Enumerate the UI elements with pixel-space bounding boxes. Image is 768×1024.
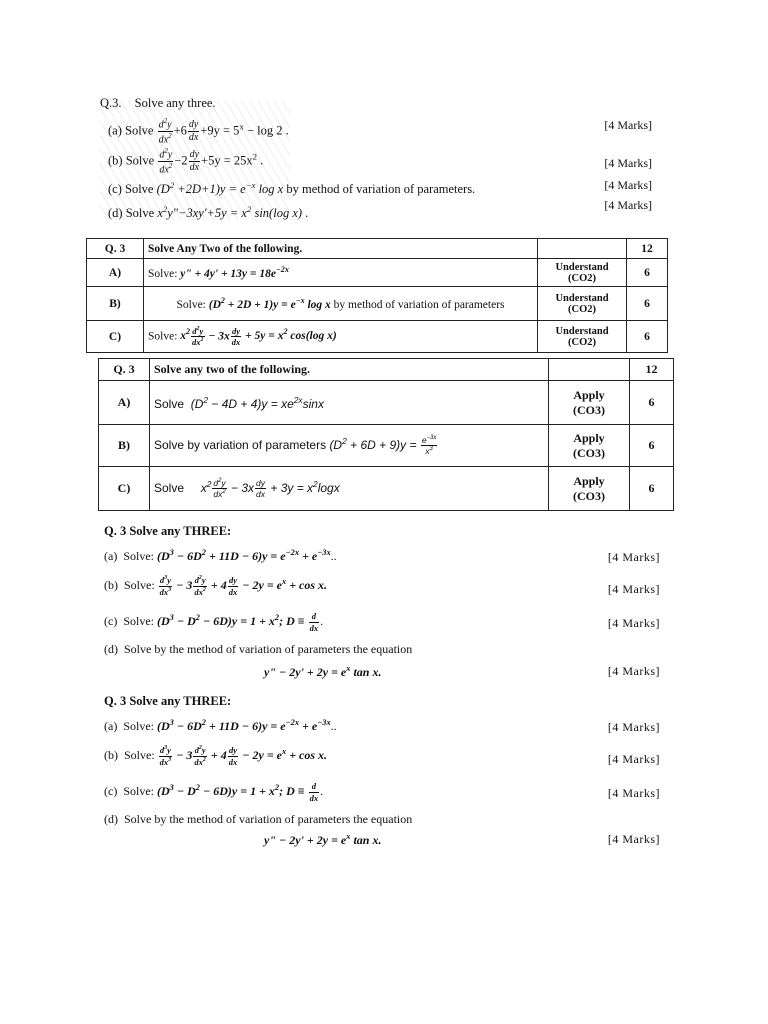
table-row: B) Solve: $(D^2 + 2D + 1)y = e^{-x}$ log x by method of variation of parameters Understand (CO2) 6: [87, 287, 668, 321]
marks-label: [4 Marks]: [604, 118, 652, 132]
question-item-a: (a) Solve: $(D^3 - 6D^2 + 11D - 6)y = e^{-2x} + e^{-3x}$..: [104, 718, 337, 733]
question-item-b: (b) Solve: $\frac{d^3y}{dx^3}$ − 3 $\frac{d^2y}{dx^2}$ + 4 $\frac{dy}{dx}$ − $2y = e^x + \cos x$.: [104, 745, 328, 767]
question-block-1: [100, 90, 660, 230]
table-row: A) Solve $(D^2 - 4D + 4)y = xe^{2x}\sin x$ Apply (CO3) 6: [99, 381, 674, 425]
table-row: B) Solve by variation of parameters $(D^2 + 6D + 9)y$ = $\frac{e^{-3x}}{x^3}$ Apply (CO3) 6: [99, 425, 674, 467]
equation: y" − $2y' + 2y = e^x$ tan x.: [264, 832, 382, 847]
table-row: C) Solve: $x^2$ $\frac{d^2y}{dx^2}$ − 3x $\frac{dy}{dx}$ + $5y = x^2$ cos(log x) Understand (CO2) 6: [87, 321, 668, 353]
question-block-4: [104, 520, 664, 690]
marks-label: [4 Marks]: [607, 664, 660, 678]
marks-label: [4 Marks]: [607, 582, 660, 596]
question-table-3: [98, 358, 674, 511]
question-item-d: (d) Solve by the method of variation of parameters the equation: [104, 812, 413, 826]
question-item-a: (a) Solve: $(D^3 - 6D^2 + 11D - 6)y = e^{-2x} + e^{-3x}$..: [104, 548, 337, 563]
question-item-c: (c) Solve: $(D^3 - D^2 - 6D)y = 1 + x^2$; D ≡ $\frac{d}{dx}$ .: [104, 611, 324, 633]
table-row: Q. 3 Solve Any Two of the following. 12: [87, 239, 668, 259]
question-item-d: (d) Solve $x^2y"-3xy'+5y = x^2$ sin(log x) .: [108, 204, 309, 221]
equation: y" − $2y' + 2y = e^x$ tan x.: [264, 664, 382, 679]
question-item-b: (b) Solve: $\frac{d^3y}{dx^3}$ − 3 $\frac{d^2y}{dx^2}$ + 4 $\frac{dy}{dx}$ − $2y = e^x + \cos x$.: [104, 575, 328, 597]
question-item-a: (a) Solve $\frac{d^2y}{dx^2}$ +6 $\frac{dy}{dx}$ $+9y = 5^x - \log 2$ .: [108, 117, 289, 146]
question-item-c: (c) Solve: $(D^3 - D^2 - 6D)y = 1 + x^2$; D ≡ $\frac{d}{dx}$ .: [104, 781, 324, 803]
marks-label: [4 Marks]: [604, 198, 652, 212]
question-table-2: [86, 238, 668, 353]
table-row: Q. 3 Solve any two of the following. 12: [99, 359, 674, 381]
marks-label: [4 Marks]: [607, 720, 660, 734]
marks-label: [4 Marks]: [607, 786, 660, 800]
table-row: C) Solve $x^2$ $\frac{d^2y}{dx^2}$ − 3x $\frac{dy}{dx}$ + $3y = x^2\log x$ Apply (CO3) 6: [99, 467, 674, 511]
section-heading: Q. 3 Solve any THREE:: [104, 524, 232, 538]
instruction: Solve any three.: [134, 96, 216, 110]
section-heading: Q. 3 Solve any THREE:: [104, 694, 232, 708]
marks-label: [4 Marks]: [607, 832, 660, 846]
marks-label: [4 Marks]: [607, 550, 660, 564]
question-block-5: [104, 690, 664, 860]
question-number: Q.3.: [100, 96, 122, 110]
marks-label: [4 Marks]: [604, 156, 652, 170]
marks-label: [4 Marks]: [607, 752, 660, 766]
marks-label: [4 Marks]: [607, 616, 660, 630]
question-item-c: (c) Solve $(D^2 +2D+1)y = e^{-x}$ log x by method of variation of parameters.: [108, 180, 476, 197]
table-row: A) Solve: y" + $4y' + 13y = 18e^{-2x}$ Understand (CO2) 6: [87, 259, 668, 287]
question-item-b: (b) Solve $\frac{d^2y}{dx^2}$ −2 $\frac{dy}{dx}$ $+5y = 25x^2$ .: [108, 147, 264, 176]
question-item-d: (d) Solve by the method of variation of parameters the equation: [104, 642, 413, 656]
marks-label: [4 Marks]: [604, 178, 652, 192]
